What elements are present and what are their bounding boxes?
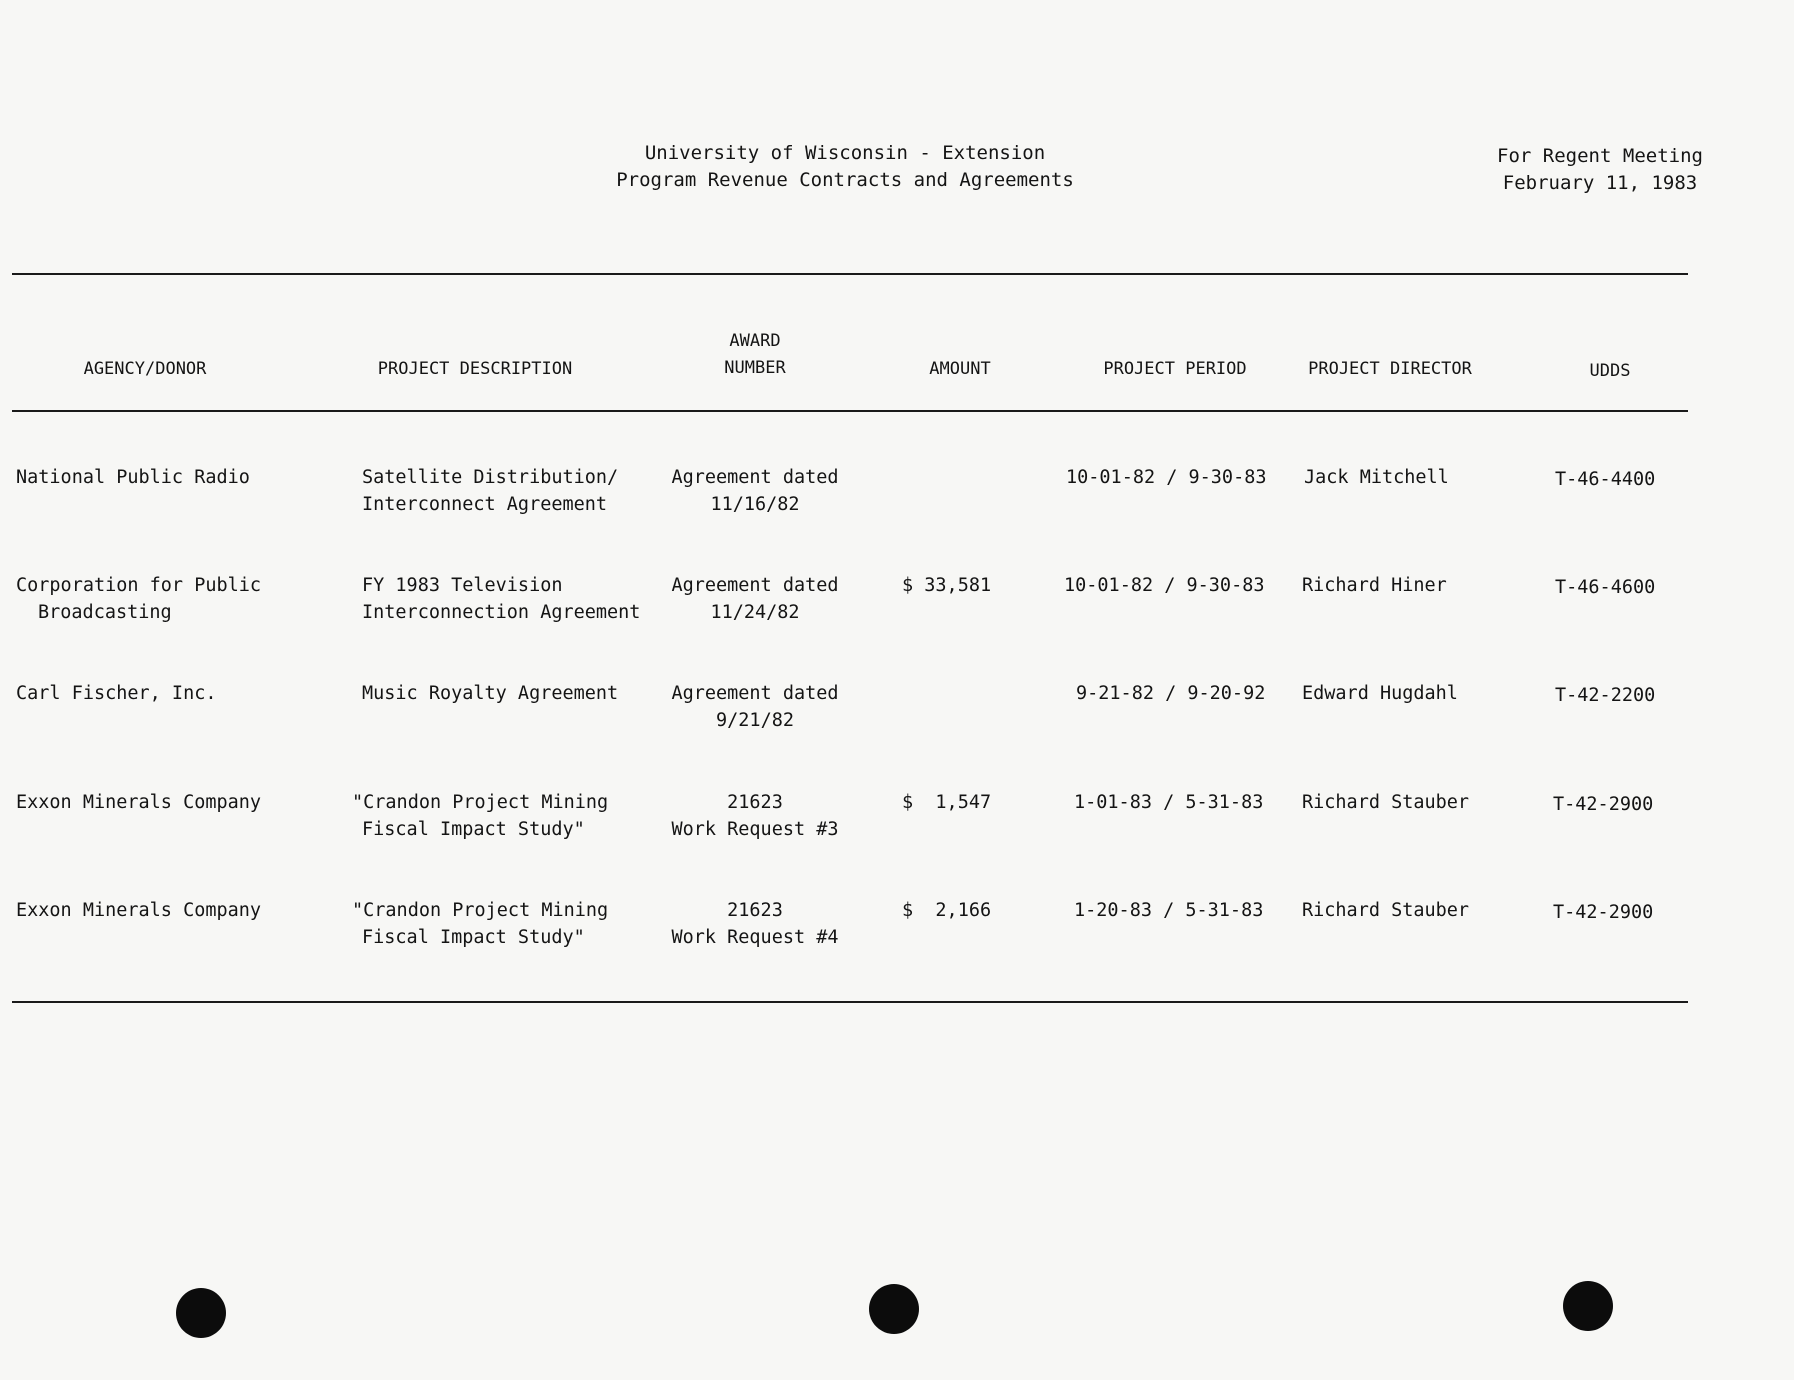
header-agency: AGENCY/DONOR <box>83 359 207 379</box>
bottom-rule <box>12 1001 1688 1003</box>
udds-cell: T-46-4400 <box>1555 469 1656 490</box>
header-award-number <box>680 328 830 382</box>
award-cell: Agreement dated <box>671 575 839 596</box>
meeting-date: February 11, 1983 <box>1502 172 1698 194</box>
udds-cell: T-42-2900 <box>1553 794 1654 815</box>
meeting-line-1: For Regent Meeting <box>1497 145 1703 167</box>
director-cell: Richard Hiner <box>1302 575 1447 596</box>
description-cell-line-2: Fiscal Impact Study" <box>362 927 585 948</box>
header-period: PROJECT PERIOD <box>1103 359 1247 379</box>
description-cell: Satellite Distribution/ <box>362 467 619 488</box>
meeting-info <box>1470 143 1730 197</box>
period-cell: 1-20-83 / 5-31-83 <box>1074 900 1264 921</box>
header-amount: AMOUNT <box>929 359 991 379</box>
header-award-line-2: NUMBER <box>724 358 786 378</box>
udds-cell: T-42-2900 <box>1553 902 1654 923</box>
award-cell-line-2: 11/24/82 <box>710 602 800 623</box>
award-cell: 21623 <box>727 900 783 921</box>
header-description: PROJECT DESCRIPTION <box>377 359 573 379</box>
header-director: PROJECT DIRECTOR <box>1308 359 1472 379</box>
punch-hole-center <box>869 1284 919 1334</box>
udds-cell: T-42-2200 <box>1555 685 1656 706</box>
description-cell: FY 1983 Television <box>362 575 563 596</box>
director-cell: Richard Stauber <box>1302 900 1470 921</box>
amount-cell: $ 2,166 <box>902 900 992 921</box>
description-cell: "Crandon Project Mining <box>352 792 609 813</box>
document-title <box>560 140 1130 194</box>
award-cell-line-2: 9/21/82 <box>716 710 794 731</box>
amount-cell: $ 33,581 <box>902 575 992 596</box>
punch-hole-left <box>176 1288 226 1338</box>
udds-cell: T-46-4600 <box>1555 577 1656 598</box>
award-cell: 21623 <box>727 792 783 813</box>
title-line-1: University of Wisconsin - Extension <box>644 142 1046 164</box>
description-cell-line-2: Interconnect Agreement <box>362 494 608 515</box>
header-rule <box>12 410 1688 412</box>
director-cell: Edward Hugdahl <box>1302 683 1458 704</box>
period-cell: 1-01-83 / 5-31-83 <box>1074 792 1264 813</box>
title-line-2: Program Revenue Contracts and Agreements <box>616 169 1074 191</box>
agency-cell: Corporation for Public <box>16 575 262 596</box>
award-cell: Agreement dated <box>671 467 839 488</box>
header-udds: UDDS <box>1589 361 1631 381</box>
amount-cell: $ 1,547 <box>902 792 992 813</box>
header-award-line-1: AWARD <box>729 331 781 351</box>
period-cell: 10-01-82 / 9-30-83 <box>1064 575 1265 596</box>
punch-hole-right <box>1563 1281 1613 1331</box>
description-cell: "Crandon Project Mining <box>352 900 609 921</box>
director-cell: Richard Stauber <box>1302 792 1470 813</box>
agency-cell: Carl Fischer, Inc. <box>16 683 217 704</box>
agency-cell: Exxon Minerals Company <box>16 900 262 921</box>
agency-cell-line-2: Broadcasting <box>38 602 172 623</box>
award-cell-line-2: Work Request #4 <box>671 927 839 948</box>
period-cell: 9-21-82 / 9-20-92 <box>1076 683 1266 704</box>
top-rule <box>12 273 1688 275</box>
award-cell-line-2: 11/16/82 <box>710 494 800 515</box>
director-cell: Jack Mitchell <box>1304 467 1449 488</box>
award-cell-line-2: Work Request #3 <box>671 819 839 840</box>
agency-cell: Exxon Minerals Company <box>16 792 262 813</box>
description-cell-line-2: Interconnection Agreement <box>362 602 641 623</box>
award-cell: Agreement dated <box>671 683 839 704</box>
description-cell: Music Royalty Agreement <box>362 683 619 704</box>
description-cell-line-2: Fiscal Impact Study" <box>362 819 585 840</box>
agency-cell: National Public Radio <box>16 467 250 488</box>
period-cell: 10-01-82 / 9-30-83 <box>1066 467 1267 488</box>
